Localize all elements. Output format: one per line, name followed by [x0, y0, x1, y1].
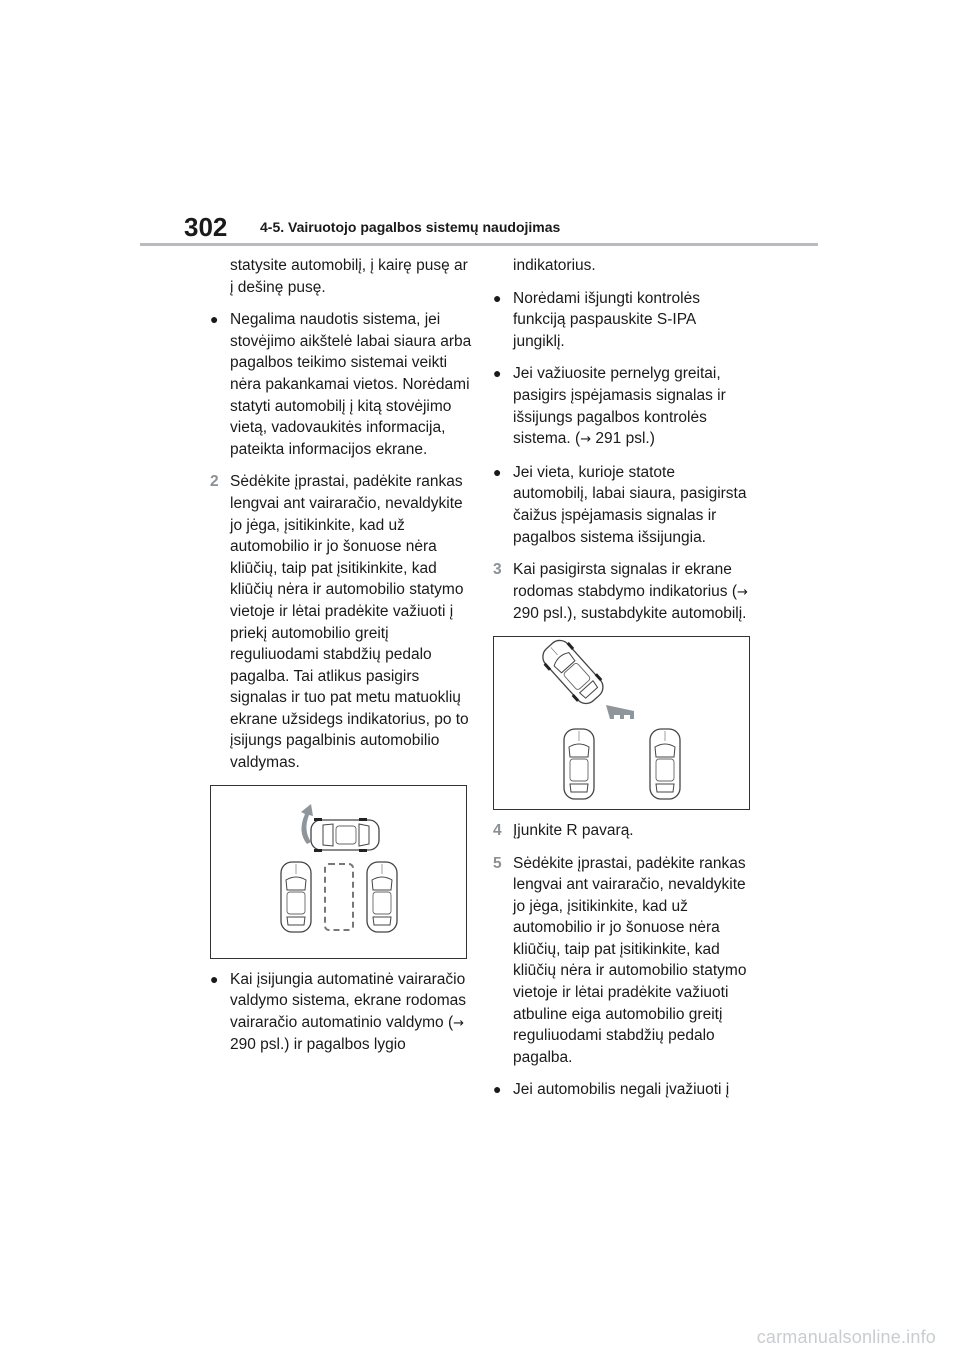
bullet-text: Jei automobilis negali įvažiuoti į — [513, 1081, 730, 1099]
parking-diagram — [494, 637, 749, 809]
stop-indicator-arrow-icon — [606, 705, 634, 719]
step-number: 5 — [493, 854, 502, 872]
page-number: 302 — [184, 212, 228, 242]
header-rule — [140, 243, 818, 246]
bullet-text: Norėdami išjungti kontrolės funkciją paspauskite S-IPA jungiklį. — [513, 289, 700, 350]
section-title: 4-5. Vairuotojo pagalbos sistemų naudojimas — [260, 219, 561, 235]
bullet-item — [493, 363, 751, 450]
parking-figure-left — [210, 785, 467, 959]
parking-diagram — [211, 786, 466, 958]
bullet-item — [493, 288, 751, 353]
moving-car — [311, 818, 379, 852]
bullet-icon: ● — [493, 365, 502, 382]
right-column — [493, 255, 751, 1112]
parked-car-right — [367, 862, 397, 932]
intro-paragraph: statysite automobilį, į kairę pusę ar į dešinę pusę. — [230, 257, 468, 296]
continued-paragraph: indikatorius. — [513, 257, 596, 274]
bullet-icon: ● — [210, 311, 219, 328]
parked-car-left — [281, 862, 311, 932]
step-number: 4 — [493, 821, 502, 839]
step-number: 3 — [493, 561, 502, 579]
step-text-a: Kai pasigirsta signalas ir ekrane rodomas stabdymo indikatorius ( — [513, 561, 737, 600]
step-item — [493, 820, 751, 842]
bullet-text: Jei vieta, kurioje statote automobilį, labai siaura, pasigirsta čaižus įspėjamasis signalas ir pagalbos sistema išsijungia. — [513, 463, 747, 546]
left-column — [210, 255, 472, 1067]
step-item — [493, 853, 751, 1069]
bullet-item — [493, 1079, 751, 1101]
bullet-icon: ● — [493, 463, 502, 480]
parked-car-left — [564, 729, 594, 799]
parking-figure-right — [493, 636, 750, 810]
bullet-icon: ● — [493, 1081, 502, 1098]
parking-space-outline — [325, 864, 353, 930]
reference-arrow-icon: → — [453, 1015, 465, 1031]
step-item — [493, 559, 751, 625]
bullet-item — [210, 309, 472, 460]
watermark: carmanualsonline.info — [756, 1327, 936, 1347]
step-number: 2 — [210, 473, 219, 491]
step-item — [210, 471, 472, 773]
parked-car-right — [650, 729, 680, 799]
bullet-item — [493, 462, 751, 548]
bullet-text-b: 290 psl.) ir pagalbos lygio — [230, 1036, 406, 1054]
step-text: Sėdėkite įprastai, padėkite rankas lengvai ant vairaračio, nevaldykite jo jėga, įsitikinkite, kad už automobilio ir jo šonuose nėra kliūčių, taip pat įsitikinkite, kad kliūčių nėra ir automobilio statymo vietoje ir lėtai pradėkite važiuoti į priekį automobilio greitį reguliuodami stabdžių pedalo pagalba. Tai atlikus pasigirs signalas ir tuo pat metu matuoklių ekrane užsidegs indikatorius, po to įsijungs pagalbinis automobilio valdymas. — [230, 473, 469, 772]
bullet-icon: ● — [493, 289, 502, 306]
reference-arrow-icon: → — [737, 584, 748, 600]
step-text: Sėdėkite įprastai, padėkite rankas lengvai ant vairaračio, nevaldykite jo jėga, įsitikinkite, kad už automobilio ir jo šonuose nėra kliūčių, taip pat įsitikinkite, kad kliūčių nėra ir automobilio statymo vietoje ir lėtai pradėkite važiuoti atbuline eiga automobilio greitį reguliuodami stabdžių pedalo pagalba. — [513, 854, 747, 1066]
reference-arrow-icon: → — [580, 432, 592, 448]
bullet-text-a: Jei važiuosite pernelyg greitai, pasigirs įspėjamasis signalas ir išsijungs pagalbos kontrolės sistema. ( — [513, 365, 726, 448]
bullet-item — [210, 969, 472, 1056]
bullet-text-b: 291 psl.) — [591, 430, 655, 448]
step-text: Įjunkite R pavarą. — [513, 821, 634, 839]
angled-car — [537, 637, 609, 709]
bullet-icon: ● — [210, 970, 219, 987]
bullet-text-a: Kai įsijungia automatinė vairaračio valdymo sistema, ekrane rodomas vairaračio automatinio valdymo ( — [230, 970, 467, 1031]
step-text-b: 290 psl.), sustabdykite automobilį. — [513, 605, 747, 623]
bullet-text: Negalima naudotis sistema, jei stovėjimo aikštelė labai siaura arba pagalbos teikimo sistemai veikti nėra pakankamai vietos. Norėdami statyti automobilį į kitą stovėjimo vietą, vadovaukitės informacija, pateikta informacijos ekrane. — [230, 311, 472, 458]
